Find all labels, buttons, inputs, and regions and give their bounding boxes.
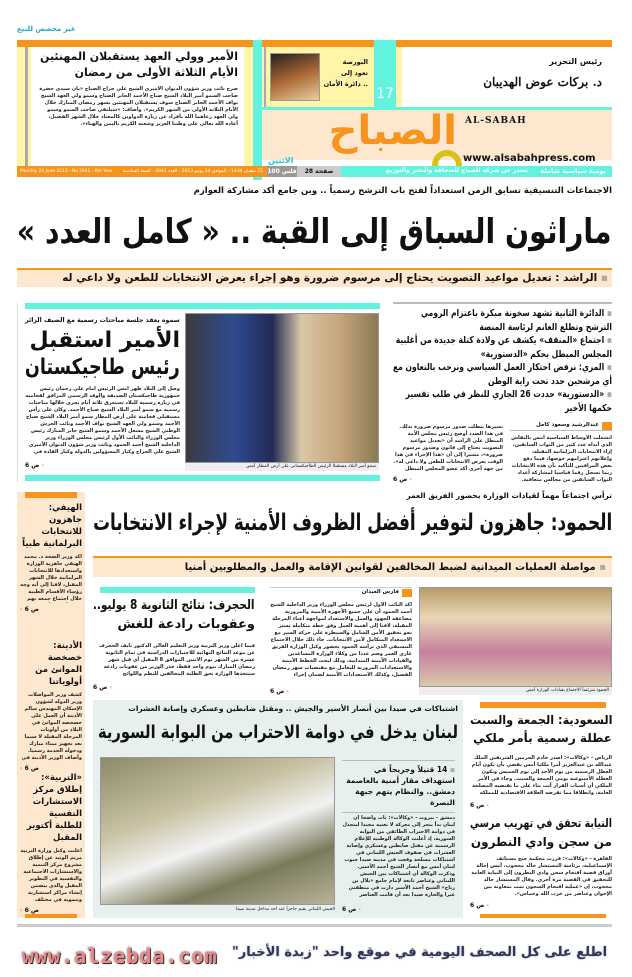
borsa-line3: .. دائرة الأمان [323,80,368,88]
sidebar-headline[interactable]: «التربية»: إطلاق مركز الاستشارات النفسية للطلبة أكتوبر المقبل [26,773,82,843]
tagline-bar [341,166,612,177]
editor-name: د. بركات عوض الهديبان [483,75,602,89]
byline-marker-icon [602,422,612,430]
logo-english: AL-SABAH [465,116,527,126]
borsa-line1: البورصة [342,58,368,66]
lebanon-body: دمشق - بيروت - «وكالات»: بات واضحا أن لبنان بدأ ينجر إلى معركة لا تعنيه مجيدا لينجذل في دوامة الاحتراب الطائفي من البوابة السورية، إذ أعلنت الوكالة الوطنية للإعلام الرسمية عن مقتل ضابطين وعسكري وإصابة العشرات في صفوف الجيش اللبناني في اشتباكات مسلحة وقعت في مدينة صيدا جنوب لبنان أمس مع أنصار الشيخ أحمد الأسير. وذكرت الوكالة أن اشتباكات بين الجيش اللبناني وعناصر تابعة لإمام جامع «بلال بن رباح» الشيخ أحمد الأسير دارت في منطقتي عبرا والحارة صيدا بعد أن قامت العناصر [342,815,455,898]
tajik-photo [185,313,379,463]
lead-headline[interactable]: ماراثون السباق إلى القبة .. « كامل العدد » [17,212,612,252]
page-count: 28 صفحة [297,166,341,177]
lead-body-right: انشغلت الأوساط السياسية أمس بالنقاش الذي أبداه عدد كبير من النواب السابقين، إزاء الانتخابات البرلمانية المقبلة، وإعلانهم اعتزامهم خوضها، فيما دفع بعض المراقبين للتأكيد بأن هذه الانتخابات ربما تسجل رقما قياسيا لمشاركة أعداد النواب السابقين من مجالس متعاقبة. [511,435,612,483]
publisher: تصدر عن شركة الصباح للصحافة والنشر والتوزيع [385,167,528,174]
lead-kicker: الاجتماعات التنسيقية تسابق الزمن استعداداً لفتح باب الترشح رسمياً .. وبن جامع أكد مشاركة العوازم [193,186,612,196]
sidebar-page-ref[interactable]: ص 6 ‹ [20,606,82,613]
teaser-headline-line2: الأيام الثلاثة الأولى من رمضان [74,66,238,79]
byline-marker-icon [402,589,412,597]
lebanon-caption: الجيش اللبناني يقيم حاجزاً عند أحد مداخل مدينة صيدا [235,907,335,912]
lebanon-page-ref[interactable]: ص 6 ‹ [342,906,361,913]
interior-caption: الحمود مترئساً الاجتماع بقيادات الوزارة أمس [419,687,612,695]
sidebar-body: أعلنت وكيل وزارة التربية مريم الوتيد عن إطلاق مشروع مركز التنمية والاستشارات الاجتماعية والنفسية في التطوير المقبل والذي يتضمن إنشاء مراكز استشارية وتنموية في مختلف [20,848,82,903]
sidebar-headline[interactable]: الهيفي: جاهزون للانتخابات البرلمانية طبياً [22,503,82,549]
logo-arabic: الصباح [328,108,457,154]
lead-byline-box [510,422,612,431]
hajraf-headline-1[interactable]: الحجرف: نتائج الثانوية 8 يوليو.. [93,598,255,613]
editor-box [402,47,612,107]
tajik-headline-1[interactable]: الأمير استقبل [29,328,180,353]
egypt-headline-1[interactable]: النيابة تحقق في تهريب مرسي [470,816,612,830]
lebanon-kicker: اشتباكات في صيدا بين أنصار الأسير والجيش .. ومقتل ضابطين وعسكري وإصابة العشرات [128,704,458,713]
lead-subheadline: ▪ الراشد : تعديل مواعيد التصويت يحتاج إلى مرسوم ضرورة وهو إجراء يعرض الانتخابات للطعن ولا داعي له [62,270,608,287]
hajraf-body: فيما أعلن وزير التربية وزير التعليم العالي الدكتور نايف الحجرف عن موعد النتائج النهائية للاختبارات الدراسية في ثمام الثانوية عشرة من الشهر يوم الاثنين الموافق 8 المقبل أي قبل شهر رمضان المبارك بيوم واحد فقط، حذر الوزير من عقوبات رادعة ستتخذها الوزارة بحق الطلبة المخالفين للنظم واللوائح [99,643,255,677]
lebanon-side-headline[interactable]: ▪ 14 قتيلاً وجريحاً في استهداف مقار أمنية بالعاصمة دمشق.. والنظام يتهم جبهة النصرة [342,764,455,808]
date-english: Monday 24 June 2013 - No 2941 - 6th Year [20,169,113,174]
saudi-body: الرياض - «وكالات»: أصدر خادم الحرمين الشريفين الملك عبدالله بن عبدالعزيز أمرا ملكيا أمس يقضي بأن تكون أيام العطل الرسمية من يوم الأحد إلى يوم الخميس وتكون العطلة الأسبوعية يومي الجمعة والسبت. وجاء في الأمر الملكي أن أسباب القرار أتت بناء على ما تقتضيه المصلحة العامة، وانطلاقا مما تفرضه العلاقة الاقتصادية للمملكة [471,755,612,796]
masthead-divider [253,40,262,180]
day-label: الاثنين [268,156,294,165]
lead-byline: عبدالرشيد وسعود كامل [536,422,599,428]
lebanon-photo [100,757,335,905]
lead-bullet[interactable]: ▪ المري: نرفض احتكار العمل السياسي ونرحب بالتعاون مع أي مرشحين جدد تحت راية الوطن [393,361,612,388]
sidebar-body: أكد وزير الصحة د. محمد الهيفي جاهزية الوزارة واستعدادها للانتخابات البرلمانية خلال الشهر المقبل، لافتا إلى أنه وجه رؤساء الأقسام الطبية خلال اجتماع جمعه بهم [20,554,82,602]
sidebar-body: كشف وزير المواصلات وزير الدولة لشؤون الإسكان المهندس سالم الأذينة أن العمل على خصخصة الموانئ في البلاد من أولويات المرحلة المقبلة لا سيما بعد تجهيز ميناء مبارك ودخوله الخدمة رسميا. وأضاف الوزير الأذينة في [21,692,82,761]
interior-page-ref[interactable]: ص 6 ‹ [270,688,289,695]
price: 100 فلس [267,168,297,175]
tajik-body: وصل إلى البلاد ظهر أمس الرئيس امام علي رحمان رئيس جمهورية طاجيكستان الصديقة والوفد الرسمي المرافق لفخامته في زيارة رسمية للبلاد تستغرق ثلاثة أيام يجري خلالها مباحثات رسمية مع سمو أمير البلاد الشيخ صباح الأحمد. وكان على رأس مستقبلي فخامته على أرض المطار سمو أمير البلاد الشيخ صباح الأحمد وسمو ولي العهد الشيخ نواف الأحمد ونائب الحرس الوطني الشيخ مشعل الأحمد وسمو الشيخ جابر المبارك رئيس مجلس الوزراء والنائب الأول لرئيس مجلس الوزراء وزير الداخلية الشيخ أحمد الحمود ونائب وزير شؤون الديوان الأميري الشيخ علي الجراح وكبار المسؤولين بالدولة وكبار القادة في [25,386,180,455]
lead-bullet[interactable]: ▪ اجتماع «المنقف» يكشف عن ولادة كتلة جديدة من أغلبية المجلس المبطل بحكم «الدستورية» [393,334,612,361]
borsa-line2: تعود إلى [340,69,368,77]
borsa-image [270,53,320,101]
hajraf-headline-2[interactable]: وعقوبات رادعة للغش [117,617,255,632]
website-link[interactable]: www.alsabahpress.com [463,153,596,164]
tajik-caption: سمو أمير البلاد مستقبلا الرئيس الطاجيكستاني على أرض المطار أمس [185,463,379,471]
lead-bullet[interactable]: ▪ «الدستورية» حددت 26 الجاري للنظر في طلب تفسير حكمها الأخير [393,388,612,415]
lead-bullet[interactable]: ▪ الدائرة الثانية تشهد سخونة مبكرة باعتزام الرومي الترشح وتطلع الغانم لرئاسة المنصة [393,307,612,334]
egypt-headline-2[interactable]: من سجن وادي النطرون [470,835,612,849]
lead-bullets [393,307,612,419]
date-arabic: 15 شعبان 1434 - الموافق 24 يونيو 2013 - العدد 2941 - السنة السادسة [122,169,263,174]
sidebar-page-ref[interactable]: ص 6 ‹ [20,907,82,914]
borsa-page-number: 17 [374,40,396,107]
teaser-headline-line1: الأمير وولي العهد يستقبلان المهنئين [40,50,238,63]
sidebar-headline[interactable]: الأدينة: خصخصة الموانئ من أولوياتنا [35,641,82,687]
tagline: يومية سياسية شاملة [540,167,606,175]
saudi-headline-2[interactable]: عطلة رسمية بأمر ملكي [473,731,612,745]
footer-banner-text[interactable]: اطلع على كل الصحف اليومية في موقع واحد "زبدة الأخبار" [231,945,607,960]
saudi-headline-1[interactable]: السعودية: الجمعة والسبت [469,713,612,727]
tajik-kicker: سموه يعقد جلسة مباحثات رسمية مع الضيف الزائر [25,316,180,324]
hajraf-page-ref[interactable]: ص 6 ‹ [93,684,112,691]
tajik-headline-2[interactable]: رئيس طاجيكستان [25,355,180,380]
egypt-page-ref[interactable]: ص 6 ‹ [470,902,489,909]
footer-banner-url[interactable]: www.alzebda.com [22,944,218,968]
tajik-page-ref[interactable]: ص 6 ‹ [25,462,44,469]
teaser-body: صرح نائب وزير شؤون الديوان الأميري الشيخ علي جراح الصباح «بأن سيدي حضرة صاحب السمو أمير البلاد الشيخ صباح الأحمد الجابر الصباح وسمو ولي العهد الشيخ نواف الأحمد الجابر الصباح سوف يستقبلان المهنئين بشهر رمضان المبارك خلال الأيام الثلاثة الأولى من الشهر الكريم». وأضاف: «سيلتقي صاحب السمو وسمو ولي العهد رعاهما الله بأفراد عن زيارة الدواوين كالمعتاد خلال الشهر الفضيل، أعاده الله تعالى على وطننا العزيز وشعبه الكريم باليمن والهناء». [39,86,238,127]
egypt-body: القاهرة - «وكالات»: قررت محكمة جنح مستأنف الإسماعيلية، برئاسة المستشار خالد محجوب، أمس إحالة أوراق قضية اقتحام سجن وادي النطرون إلى النيابة العامة للتحقيق في القضية مرة أخرى. وقال المستشار خالد محجوب، إن «عملية اقتحام السجون تمت بمعاونة بين الإخوان وعناصر من حزب الله وحماس». [471,856,612,897]
masthead-top-strip [17,40,612,47]
interior-photo [419,587,612,687]
footer-rule [17,924,612,927]
interior-body: أكد النائب الأول لرئيس مجلس الوزراء وزير الداخلية الشيخ أحمد الحمود أن على جميع الأجهزة الأمنية والمرورية مضاعفة الجهود والعمل والاستعداد لمواجهة أعباء المرحلة المقبلة، لافتا إلى أهمية العمل وفق خطة متكاملة تسير نحو تحقيق الأمن الشامل والسيطرة على حركة السير مع الاستعداد المتكامل لأمن الانتخابات. جاء ذلك خلال الاجتماع التنسيقي الذي ترأسه الحمود بحضور وكيل الوزارة الفريق غازي العمر وضم عددا من وكلاء الوزارة المساعدين والقيادات الأمنية الميدانية، وذلك لبحث الخطط الأمنية والاستعدادات المرورية للتعامل مع مقتضيات شهر رمضان الفضيل، وكذلك الاستعدادات الأمنية لضمان إجراء [270,602,412,678]
interior-kicker: ترأس اجتماعاً مهماً لقيادات الوزارة بحضور الفريق العمر [406,491,612,500]
interior-headline[interactable]: الحمود: جاهزون لتوفير أفضل الظروف الأمنية لإجراء الانتخابات [92,510,612,536]
borsa-teaser[interactable] [262,47,374,107]
date-bar [17,166,267,177]
lead-page-ref[interactable]: ص 6 ‹ [393,476,412,483]
not-for-sale-label: غير مخصص للبيع [17,25,76,33]
lead-body-left: تغييرها يتطلب صدور مرسوم ضرورة بذلك. في هذا الصدد أوضح رئيس مجلس الأمة المبطل علي الراشد أن «تعديل مواعيد التصويت يحتاج إلى قانون وصدور مرسوم ضرورة»، مشيرا إلى أن «هذا الإجراء في هذا الوقت يعرض الانتخابات للطعن ولا داعي له». من جهة أخرى أكد عضو المجلس المبطل [393,424,503,472]
masthead-teaser-box[interactable] [17,47,253,177]
interior-byline: فارس العيدان [361,589,399,595]
editor-label: رئيس التحرير [549,57,602,66]
interior-subheadline: ▪ مواصلة العمليات الميدانية لضبط المخالفين لقوانين الإقامة والعمل والمطلوبين أمنيا [185,558,606,577]
lebanon-headline[interactable]: لبنان يدخل في دوامة الاحتراب من البوابة السورية [98,722,458,743]
saudi-page-ref[interactable]: ص 6 ‹ [470,802,489,809]
sidebar-page-ref[interactable]: ص 6 ‹ [20,765,82,772]
